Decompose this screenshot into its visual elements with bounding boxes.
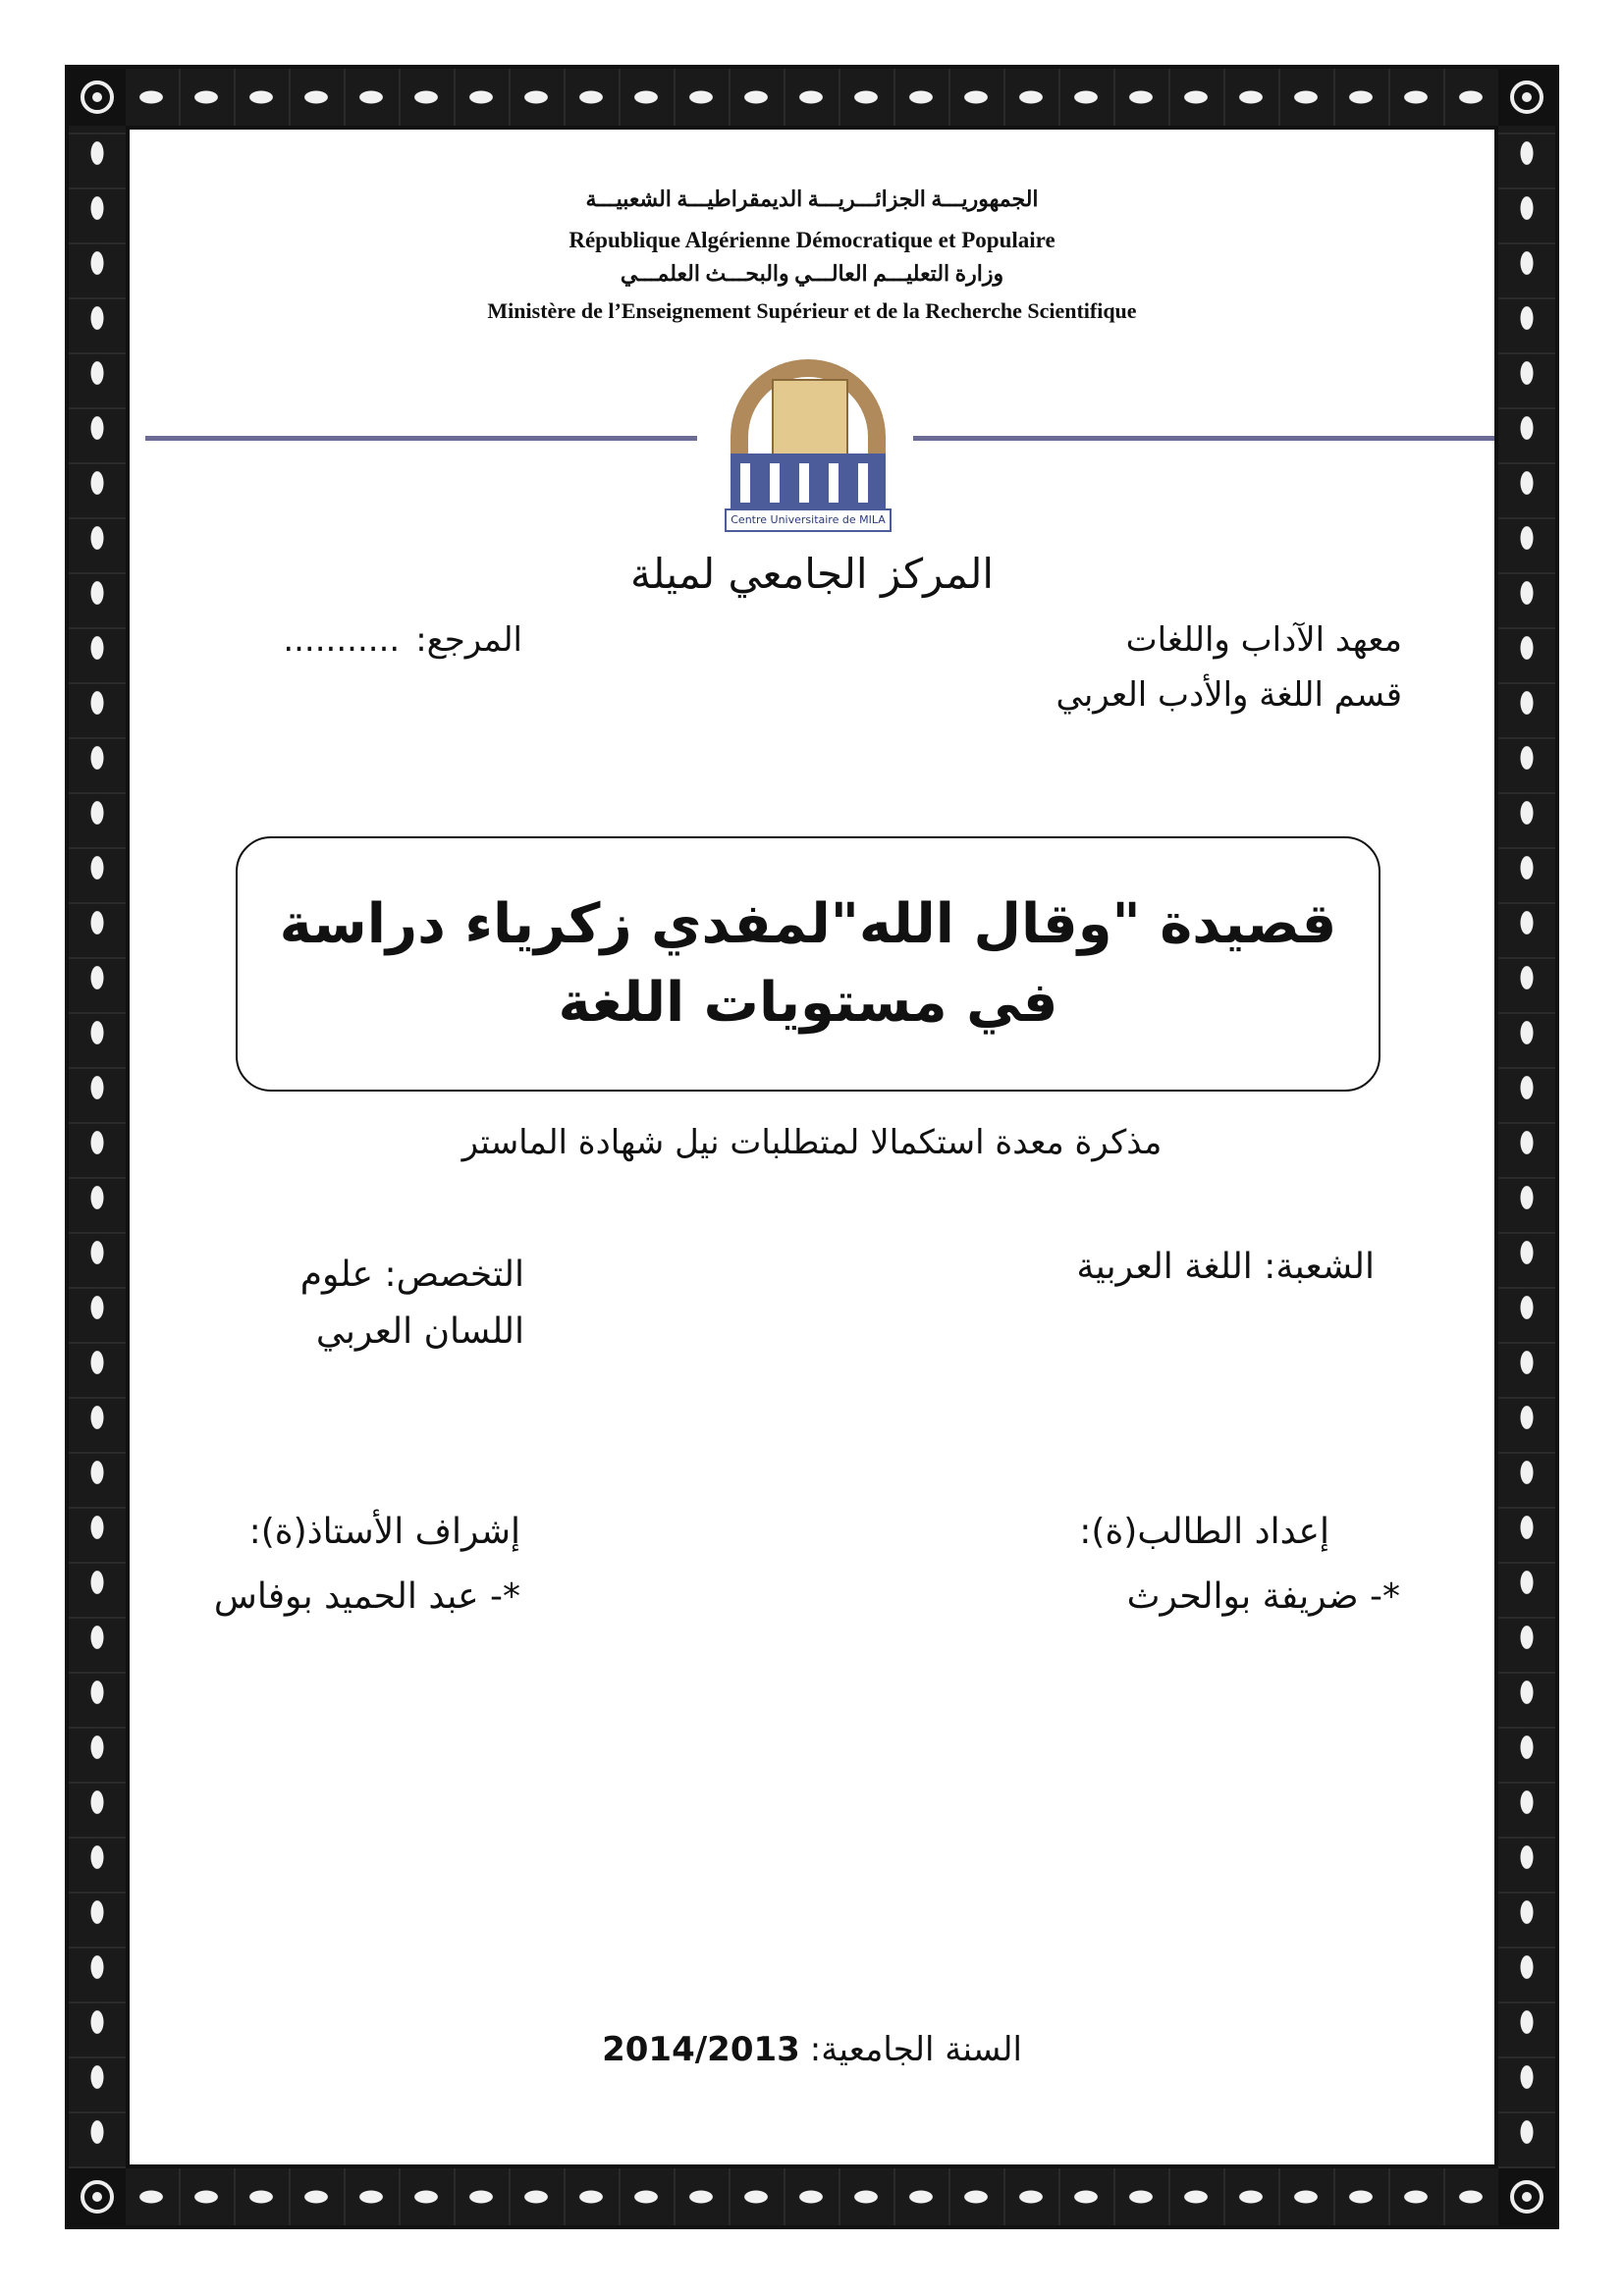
- reference-label: المرجع:: [415, 620, 522, 660]
- institute-name: معهد الآداب واللغات: [1125, 620, 1402, 660]
- frame-band-right: [1498, 126, 1555, 2168]
- thesis-subtitle: مذكرة معدة استكمالا لمتطلبات نيل شهادة الماستر: [461, 1123, 1163, 1162]
- ministry-french: Ministère de l’Enseignement Supérieur et de la Recherche Scientifique: [487, 298, 1137, 323]
- frame-corner-ornament-icon: [69, 2168, 126, 2225]
- university-logo: [725, 359, 892, 536]
- thesis-title-box: [236, 836, 1380, 1092]
- frame-corner-ornament-icon: [1498, 69, 1555, 126]
- frame-corner-ornament-icon: [1498, 2168, 1555, 2225]
- student-name: *- ضريفة بوالحرث: [1126, 1576, 1400, 1617]
- frame-corner-ornament-icon: [69, 69, 126, 126]
- specialty: التخصص: علوم اللسان العربي: [299, 1255, 524, 1352]
- academic-year-label: السنة الجامعية:: [809, 2030, 1022, 2069]
- supervisor-name: *- عبد الحميد بوفاس: [213, 1576, 520, 1617]
- ministry-arabic: وزارة التعليـــم العالـــي والبحـــث العلمـــي: [620, 261, 1004, 286]
- department-name: قسم اللغة والأدب العربي: [1056, 675, 1402, 715]
- header-rule-right: [913, 436, 1494, 441]
- reference-value: ...........: [283, 620, 401, 660]
- academic-year-value: 2014/2013: [602, 2030, 800, 2069]
- supervisor-label: إشراف الأستاذ(ة):: [248, 1512, 520, 1552]
- republic-french: République Algérienne Démocratique et Populaire: [568, 228, 1056, 252]
- branch: الشعبة: اللغة العربية: [1076, 1247, 1375, 1287]
- frame-band-left: [69, 126, 126, 2168]
- frame-band-bottom: [69, 2168, 1555, 2225]
- frame-band-top: [69, 69, 1555, 126]
- header-rule-left: [145, 436, 697, 441]
- republic-arabic: الجمهوريـــة الجزائـــريـــة الديمقراطيـــة الشعبيـــة: [585, 187, 1039, 211]
- thesis-title: قصيدة "وقال الله"لمفدي زكرياء دراسة في مستويات اللغة: [279, 892, 1337, 1035]
- university-name: المركز الجامعي لميلة: [629, 550, 995, 598]
- reference-field: [283, 620, 522, 660]
- logo-caption: Centre Universitaire de MILA: [725, 508, 892, 532]
- academic-year: [0, 2030, 1624, 2069]
- student-label: إعداد الطالب(ة):: [1079, 1512, 1329, 1552]
